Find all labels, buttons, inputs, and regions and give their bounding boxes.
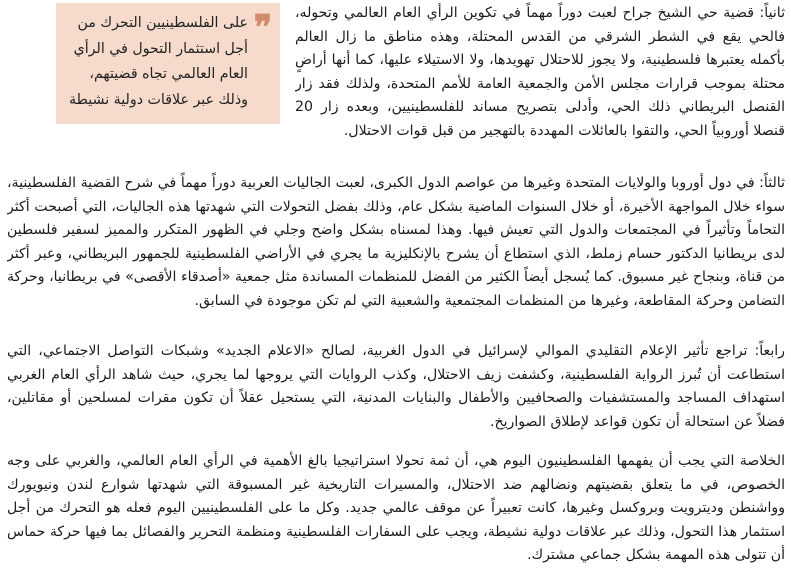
article-paragraph-3: رابعاً: تراجع تأثير الإعلام التقليدي الموالي لإسرائيل في الدول الغربية، لصالح «الاعلام الجديد» وشبكات التواصل الاجتماعي، التي استطاعت أن تُبرز الرواية الفلسطينية، وكشفت زيف الاحتلال، وكذب الروايات التي يروجها لما يجري، حيث شاهد الرأي العام الغربي استهداف المساجد والمستشفيات والصحافيين والأطفال والبنايات المدنية، التي يستحيل عقلاً أن تكون مقرات لمسلحين أو مقاتلين، فضلاً عن استحالة أن تكون قواعد لإطلاق الصواريخ. xyxy=(7,343,785,430)
quote-icon: ❞ xyxy=(253,8,272,48)
pull-quote-text: على الفلسطينيين التحرك من أجل استثمار التحول في الرأي العام العالمي تجاه قضيتهم، وذلك عبر علاقات دولية نشيطة xyxy=(69,15,248,108)
pull-quote xyxy=(56,3,280,124)
article-paragraph-4: الخلاصة التي يجب أن يفهمها الفلسطينيون اليوم هي، أن ثمة تحولا استراتيجيا بالغ الأهمية في الرأي العام العالمي، والغربي على وجه الخصوص، في ما يتعلق بقضيتهم ونضالهم ضد الاحتلال، والمسيرات التاريخية غير المسبوقة التي شهدتها شوارع لندن ونيويورك وواشنطن وديترويت وبروكسل وغيرها، كانت تعبيراً عن موقف عالمي جديد. وكل ما على الفلسطينيين اليوم فعله هو التحرك من أجل استثمار هذا التحول، وذلك عبر علاقات دولية نشيطة، ويجب على السفارات الفلسطينية ومنظمة التحرير والفصائل بما فيها حركة حماس أن تتولى هذه المهمة بشكل جماعي مشترك. xyxy=(7,453,785,564)
article-paragraph-2: ثالثاً: في دول أوروبا والولايات المتحدة وغيرها من عواصم الدول الكبرى، لعبت الجاليات العربية دوراً مهماً في شرح القضية الفلسطينية، سواء خلال المواجهة الأخيرة، أو خلال السنوات الماضية بشكل عام، وذلك بفضل التحولات التي شهدتها هذه الجاليات، التي أصبحت أكثر التحاماً وتأثيراً في المجتمعات والدول التي تعيش فيها. وهذا لمسناه بشكل واضح وجلي في الظهور المتكرر والمميز لسفير فلسطين لدى بريطانيا الدكتور حسام زملط، الذي استطاع أن يشرح بالإنكليزية ما يجري في الأراضي الفلسطينية للجمهور البريطاني، وعبر أكثر من قناة، وبنجاح غير مسبوق. كما يُسجل أيضاً الكثير من الفضل للمنظمات المساندة مثل جمعية «أصدقاء الأقصى» في بريطانيا، وحركة التضامن وحركة المقاطعة، وغيرها من المنظمات المجتمعية والشعبية التي لم تكن موجودة في السابق. xyxy=(7,175,785,309)
article-paragraph-1: ثانياً: قضية حي الشيخ جراح لعبت دوراً مهماً في تكوين الرأي العام العالمي وتحوله، فالحي يقع في الشطر الشرقي من القدس المحتلة، وهذه مناطق ما زال العالم بأكمله يعتبرها فلسطينية، ولا يجوز للاحتلال تهويدها، ولا الاستيلاء عليها، كما أنها أراضٍ محتلة بموجب قرارات مجلس الأمن والجمعية العامة للأمم المتحدة، ولذلك فقد زار القنصل البريطاني ذلك الحي، وأدلى بتصريح مساند للفلسطينيين، وبعده زار 20 قنصلا أوروبياً الحي، والتقوا بالعائلات المهددة بالتهجير من قبل قوات الاحتلال. xyxy=(295,5,785,139)
